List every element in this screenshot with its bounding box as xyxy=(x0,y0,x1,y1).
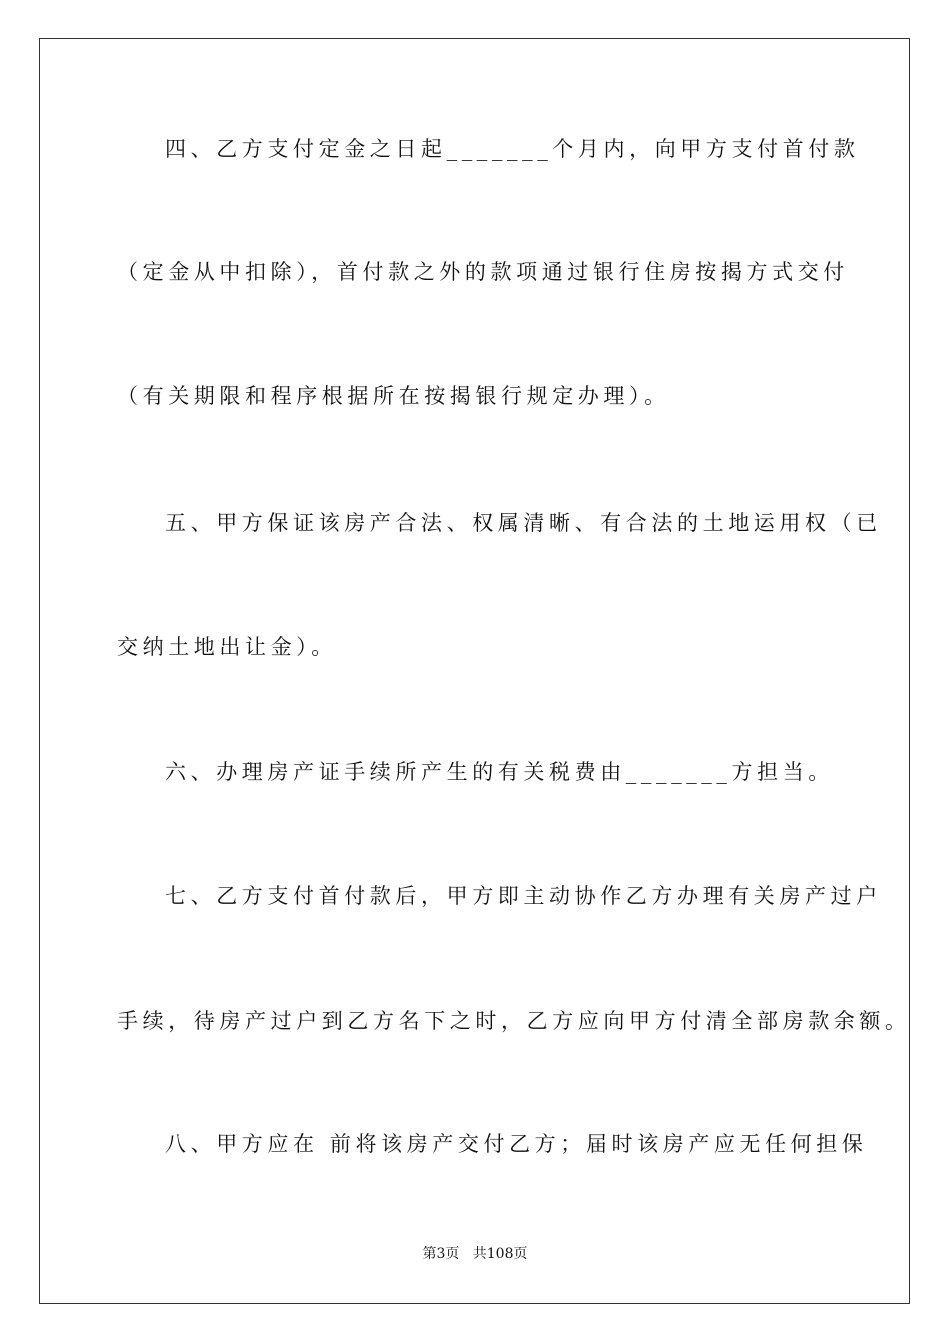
clause-4-line-1: 四、乙方支付定金之日起_______个月内，向甲方支付首付款 xyxy=(165,137,860,161)
clause-7-line-2: 手续，待房产过户到乙方名下之时，乙方应向甲方付清全部房款余额。 xyxy=(117,1009,911,1033)
clause-5-line-2: 交纳土地出让金）。 xyxy=(117,635,337,659)
page-border xyxy=(39,38,910,1304)
clause-6-line-1: 六、办理房产证手续所产生的有关税费由_______方担当。 xyxy=(165,760,834,784)
clause-5-line-1: 五、甲方保证该房产合法、权属清晰、有合法的土地运用权（已 xyxy=(165,511,882,535)
page-number-footer: 第3页 共108页 xyxy=(422,1246,528,1262)
clause-4-line-2: （定金从中扣除），首付款之外的款项通过银行住房按揭方式交付 xyxy=(117,260,849,284)
clause-8-line-1: 八、甲方应在 前将该房产交付乙方；届时该房产应无任何担保 xyxy=(165,1132,868,1156)
clause-7-line-1: 七、乙方支付首付款后，甲方即主动协作乙方办理有关房产过户 xyxy=(165,884,882,908)
clause-4-line-3: （有关期限和程序根据所在按揭银行规定办理）。 xyxy=(117,384,670,408)
